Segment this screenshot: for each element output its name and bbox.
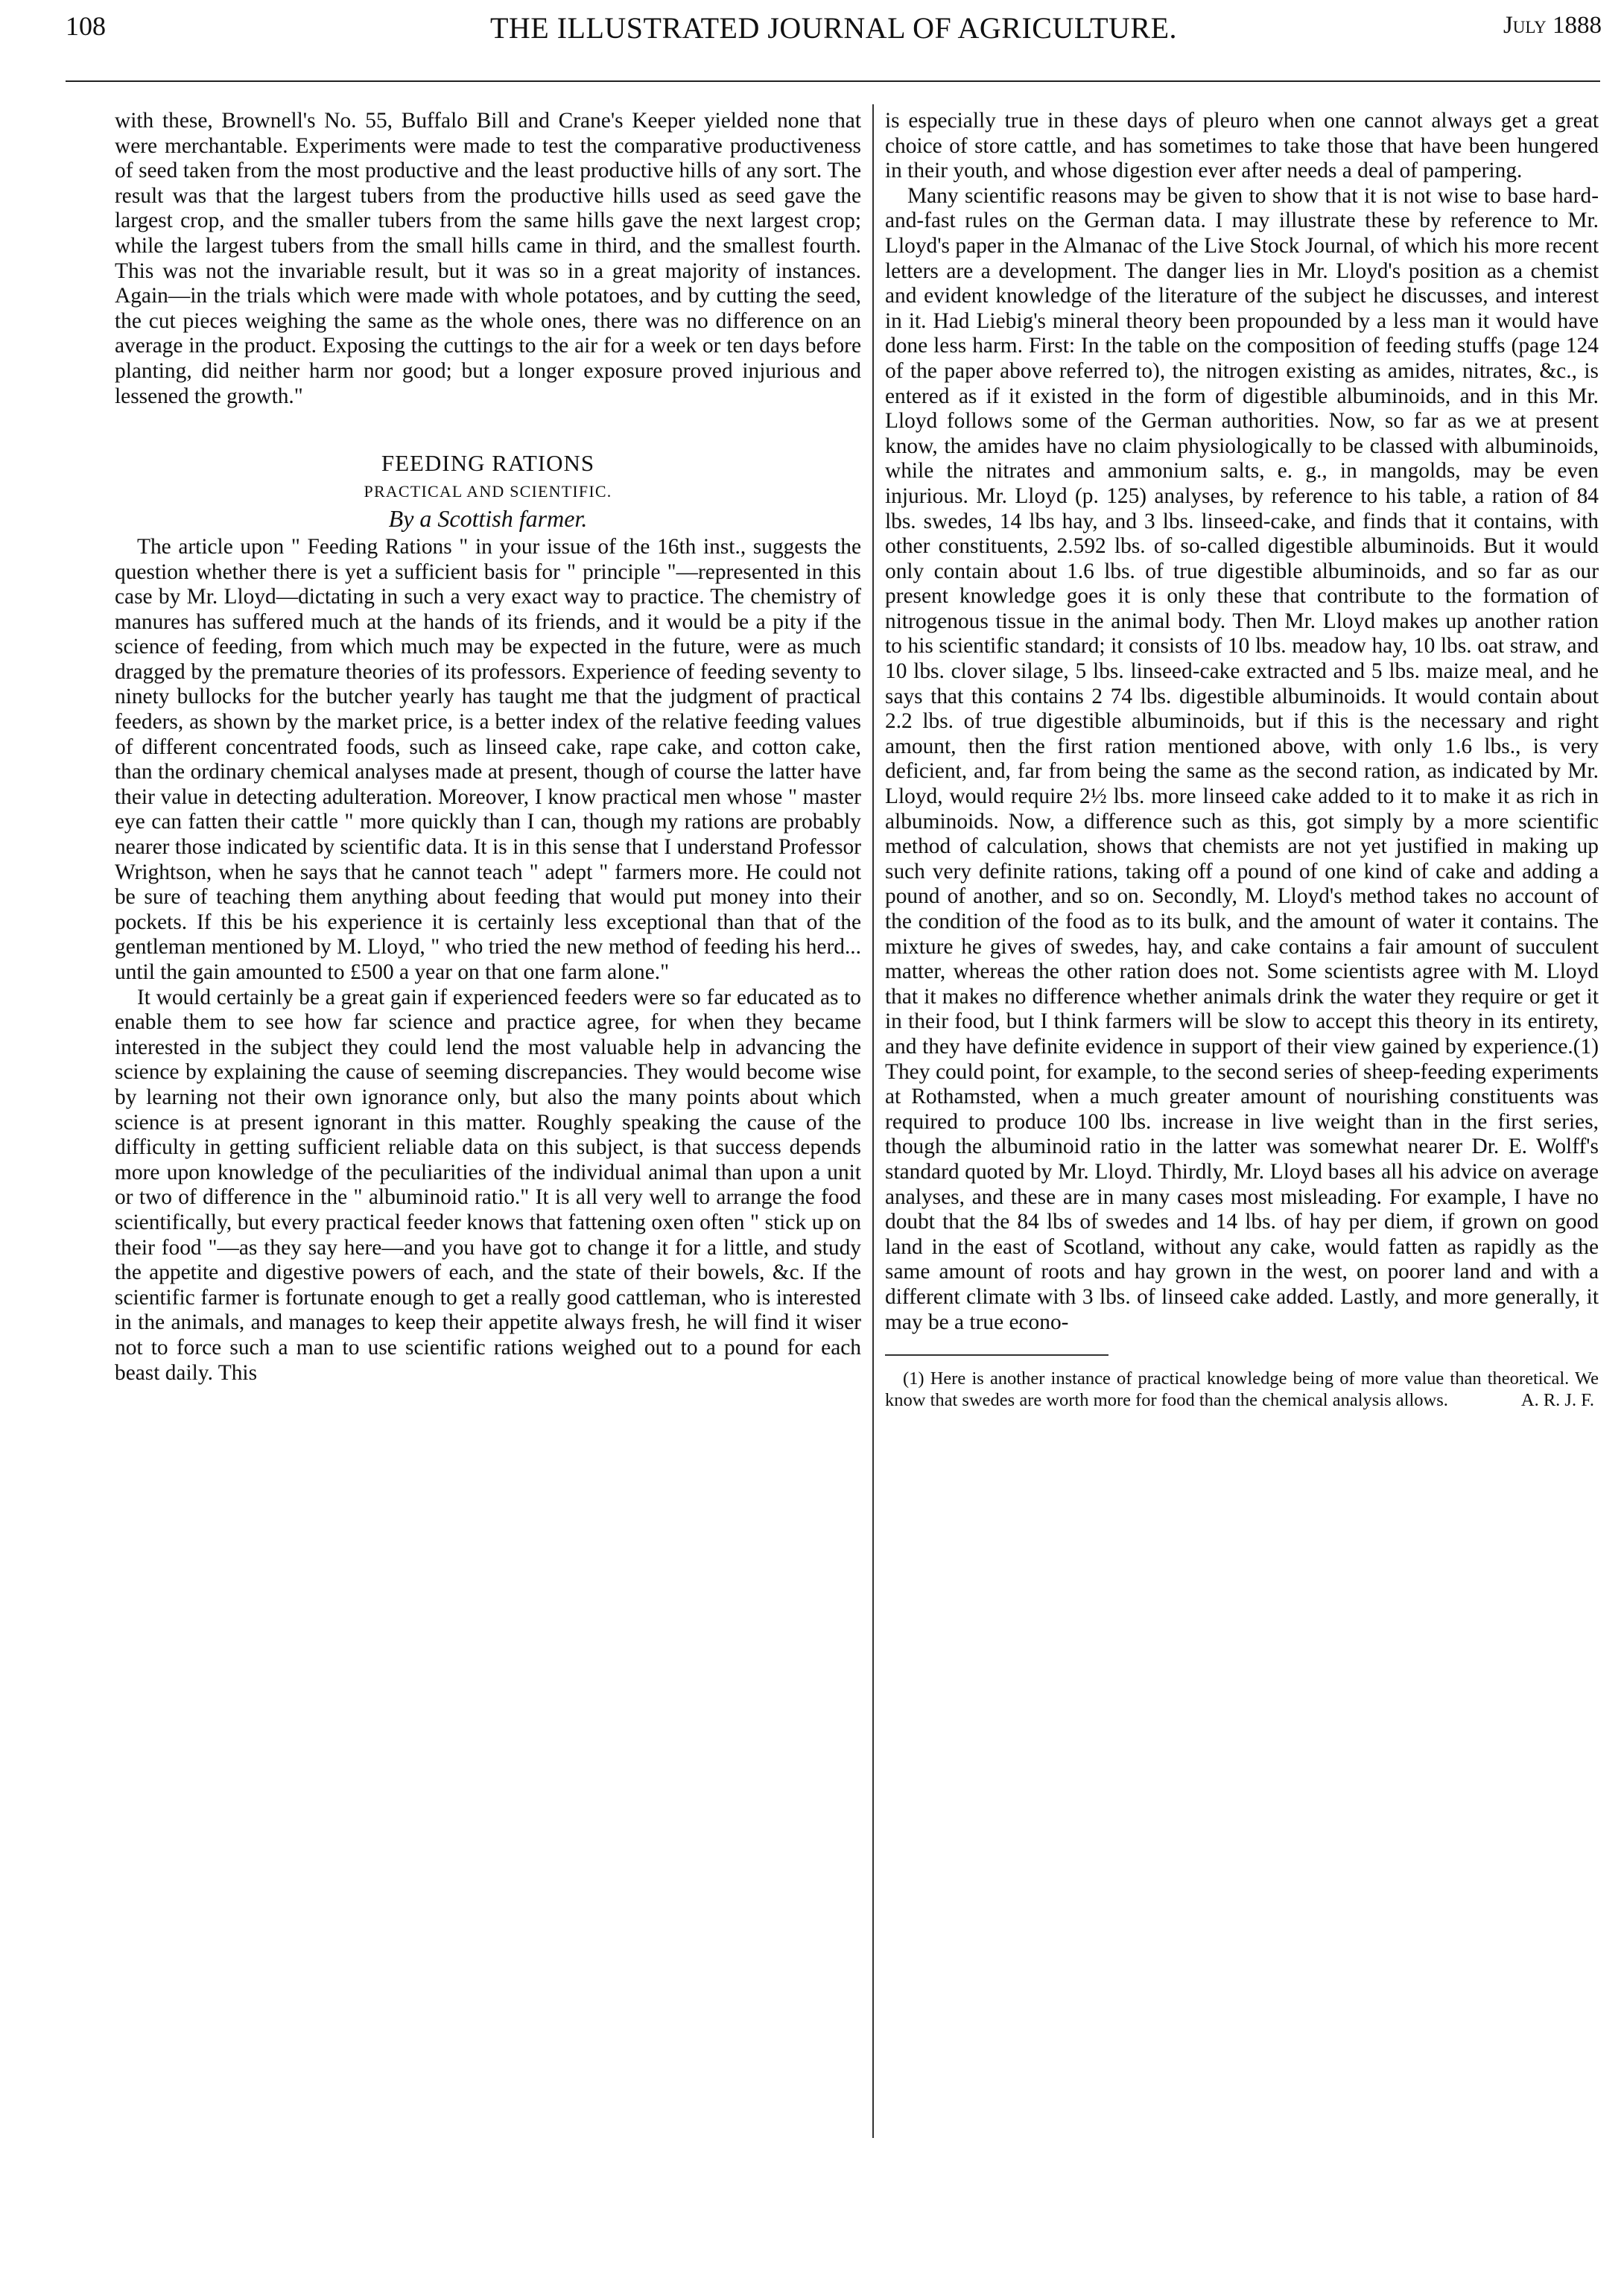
section-title: FEEDING RATIONS [381, 450, 595, 477]
left-column [115, 109, 861, 1386]
issue-date: July 1888 [1503, 12, 1602, 39]
article-paragraph: It would certainly be a great gain if experienced feeders were so far educated as to enable them to see how far science and practice agree, for when they became interested in the subject they could lend the most valuable help in advancing the science by explaining the cause of seeming discrepancies. They would become wise by learning not their own ignorance only, but also the many points about which science is at present ignorant in this matter. Roughly speaking the cause of the difficulty in getting sufficient reliable data on this subject, is that success depends more upon knowledge of the peculiarities of the individual animal than upon a unit or two of difference in the " albuminoid ratio." It is all very well to arrange the food scientifically, but every practical feeder knows that fattening oxen often " stick up on their food "—as they say here—and you have got to change it for a little, and study the appetite and digestive powers of each, and the state of their bowels, &c. If the scientific farmer is fortunate enough to get a really good cattleman, who is interested in the animals, and manages to keep their appetite always fresh, he will find it wiser not to force such a man to use scientific rations weighed out to a pound for each beast daily. This [115, 985, 861, 1385]
page-header [66, 10, 1624, 52]
page-number: 108 [66, 11, 106, 41]
article-paragraph: The article upon " Feeding Rations " in your issue of the 16th inst., suggests the question whether there is yet a sufficient basis for " principle "—represented in this case by Mr. Lloyd—dictating in such a very exact way to practice. The chemistry of manures has suffered much at the hands of its friends, and it would be a pity if the science of feeding, from which much may be expected in the future, were as much dragged by the premature theories of its professors. Experience of feeding seventy to ninety bullocks for the butcher yearly has taught me that the judgment of practical feeders, as shown by the market price, is a better index of the relative feeding values of different concentrated foods, such as linseed cake, rape cake, and cotton cake, than the ordinary chemical analyses made at present, though of course the latter have their value in detecting adulteration. Moreover, I know practical men whose " master eye can fatten their cattle " more quickly than I can, though my rations are probably nearer those indicated by scientific data. It is in this sense that I understand Professor Wrightson, when he says that he cannot teach " adept " farmers more. He could not be sure of teaching them anything about feeding that would put money into their pockets. If this be his experience it is certainly less exceptional than that of the gentleman mentioned by M. Lloyd, " who tried the new method of feeding his herd... until the gain amounted to £500 a year on that one farm alone." [115, 534, 861, 984]
journal-title: THE ILLUSTRATED JOURNAL OF AGRICULTURE. [489, 11, 1178, 45]
intro-paragraph: with these, Brownell's No. 55, Buffalo Bill and Crane's Keeper yielded none that were merchantable. Experiments were made to test the comparative productiveness of seed taken from the most productive and the least productive hills of any sort. The result was that the largest tubers from the productive hills used as seed gave the largest crop, and the smaller tubers from the same hills gave the next largest crop; while the largest tubers from the small hills came in third, and the smallest fourth. This was not the invariable result, but it was so in a great majority of instances. Again—in the trials which were made with whole potatoes, and by cutting the seed, the cut pieces weighing the same as the whole ones, there was no difference on an average in the product. Exposing the cuttings to the air for a week or ten days before planting, did neither harm nor good; but a longer exposure proved injurious and lessened the growth." [115, 109, 861, 408]
article-paragraph: Many scientific reasons may be given to show that it is not wise to base hard-and-fast rules on the German data. I may illustrate these by reference to Mr. Lloyd's paper in the Almanac of the Live Stock Journal, of which his more recent letters are a development. The danger lies in Mr. Lloyd's position as a chemist and evident knowledge of the literature of the subject he discusses, and interest in it. Had Liebig's mineral theory been propounded by a less man it would have done less harm. First: In the table on the composition of feeding stuffs (page 124 of the paper above referred to), the nitrogen existing as amides, nitrates, &c., is entered as if it existed in the form of digestible albuminoids, and in this Mr. Lloyd follows some of the German authorities. Now, so far as we at present know, the amides have no claim physiologically to be classed with albuminoids, while the nitrates and ammonium salts, e. g., in mangolds, may be even injurious. Mr. Lloyd (p. 125) analyses, by reference to his table, a ration of 84 lbs. swedes, 14 lbs hay, and 3 lbs. linseed-cake, and finds that it contains, with other constituents, 2.592 lbs. of so-called digestible albuminoids. But it would only contain about 1.6 lbs. of true digestible albuminoids, and so far as our present knowledge goes it is only these that contribute to the formation of nitrogenous tissue in the animal body. Then Mr. Lloyd makes up another ration to his scientific standard; it consists of 10 lbs. meadow hay, 10 lbs. oat straw, and 10 lbs. clover silage, 5 lbs. linseed-cake extracted and 5 lbs. maize meal, and he says that this contains 2 74 lbs. digestible albuminoids. It would contain about 2.2 lbs. of true digestible albuminoids, but if this is the necessary and right amount, then the first ration mentioned above, with only 1.6 lbs., is very deficient, and, far from being the same as the second ration, as indicated by Mr. Lloyd, would require 2½ lbs. more linseed cake added to it to make it as rich in albuminoids. Now, a difference such as this, got simply by a more scientific method of calculation, shows that chemists are not yet justified in making up such very definite rations, taking off a pound of one kind of cake and adding a pound of another, and so on. Secondly, M. Lloyd's method takes no account of the condition of the food as to its bulk, and the amount of water it contains. The mixture he gives of swedes, hay, and cake contains a fair amount of succulent matter, whereas the other ration does not. Some scientists agree with M. Lloyd that it makes no difference whether animals drink the water they require or get it in their food, but I think farmers will be slow to accept this theory in its entirety, and they have definite evidence in support of their view gained by experience.(1) They could point, for example, to the second series of sheep-feeding experiments at Rothamsted, when a much greater amount of nourishing constituents was required to produce 100 lbs. increase in live weight than in the first series, though the albuminoid ratio in the latter was somewhat nearer Dr. E. Wolff's standard quoted by Mr. Lloyd. Thirdly, Mr. Lloyd bases all his advice on average analyses, and these are in many cases most misleading. For example, I have no doubt that the 84 lbs of swedes and 14 lbs. of hay per diem, if grown on good land in the east of Scotland, without any cake, would fatten as rapidly as the same amount of roots and hay grown in the west, on poorer land and with a different climate with 3 lbs. of linseed cake added. Lastly, and more generally, it may be a true econo- [885, 183, 1599, 1334]
footnote [885, 1368, 1599, 1411]
footnote-initials: A. R. J. F. [1520, 1390, 1594, 1411]
header-rule [66, 80, 1600, 82]
section-byline: By a Scottish farmer. [388, 505, 588, 533]
footnote-text: (1) Here is another instance of practical knowledge being of more value than theoretical. We know that swedes are worth more for food than the chemical analysis allows. [885, 1368, 1599, 1411]
article-paragraph: is especially true in these days of pleuro when one cannot always get a great choice of store cattle, and has sometimes to take those that have been hungered in their youth, and whose digestion ever after needs a deal of pampering. [885, 109, 1599, 183]
section-subtitle: PRACTICAL AND SCIENTIFIC. [364, 481, 612, 501]
footnote-rule [885, 1354, 1108, 1356]
column-divider [872, 104, 874, 2138]
right-column [885, 109, 1599, 1411]
